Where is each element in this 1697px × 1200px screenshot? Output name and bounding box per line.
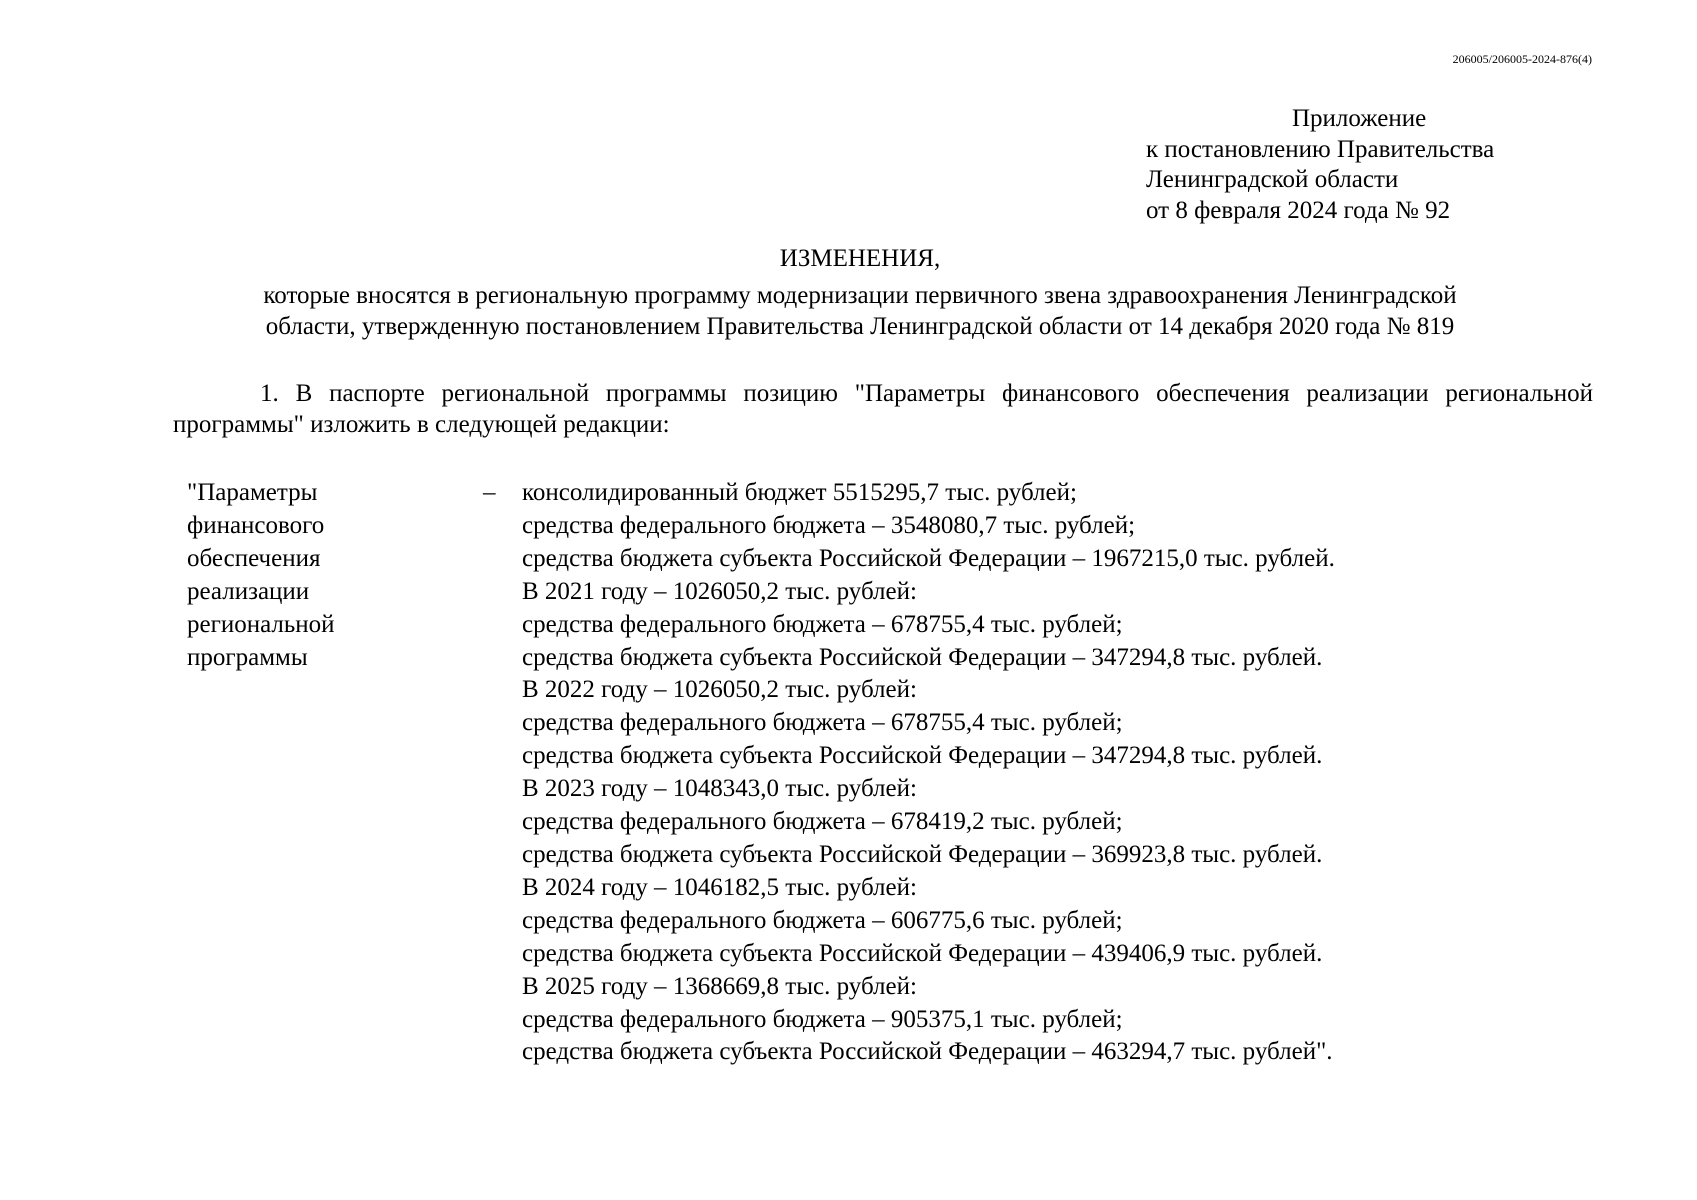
document-number: 206005/206005-2024-876(4)	[1452, 52, 1592, 66]
document-subtitle-line: которые вносятся в региональную программу модернизации первичного звена здравоохранения Ленинградской	[263, 282, 1457, 309]
document-title: ИЗМЕНЕНИЯ,	[779, 245, 941, 272]
annex-line: к постановлению Правительства	[1146, 135, 1495, 163]
params-dash: –	[483, 479, 496, 506]
annex-line: от 8 февраля 2024 года № 92	[1146, 196, 1451, 224]
params-label-line: реализации	[187, 577, 310, 605]
params-line: средства федерального бюджета – 678755,4 тыс. рублей;	[522, 709, 1123, 737]
params-line: средства бюджета субъекта Российской Федерации – 347294,8 тыс. рублей.	[522, 742, 1323, 770]
params-line: В 2022 году – 1026050,2 тыс. рублей:	[522, 676, 917, 704]
params-line: В 2021 году – 1026050,2 тыс. рублей:	[522, 577, 917, 605]
document-subtitle-line: области, утвержденную постановлением Правительства Ленинградской области от 14 декабря 2020 года № 819	[265, 313, 1455, 340]
params-line: В 2024 году – 1046182,5 тыс. рублей:	[522, 873, 917, 901]
annex-title: Приложение	[1292, 105, 1427, 132]
params-label-line: программы	[187, 643, 308, 671]
params-line: средства бюджета субъекта Российской Федерации – 347294,8 тыс. рублей.	[522, 643, 1323, 671]
params-line: средства бюджета субъекта Российской Федерации – 1967215,0 тыс. рублей.	[522, 544, 1335, 572]
params-label-line: "Параметры	[187, 479, 318, 506]
params-line: В 2025 году – 1368669,8 тыс. рублей:	[522, 972, 917, 1000]
params-label	[187, 477, 437, 674]
params-line: средства бюджета субъекта Российской Федерации – 369923,8 тыс. рублей.	[522, 840, 1323, 868]
params-line: консолидированный бюджет 5515295,7 тыс. рублей;	[522, 479, 1077, 506]
annex-block	[1146, 104, 1494, 226]
params-line: средства бюджета субъекта Российской Федерации – 463294,7 тыс. рублей".	[522, 1038, 1333, 1066]
params-line: средства бюджета субъекта Российской Федерации – 439406,9 тыс. рублей.	[522, 939, 1323, 967]
params-line: средства федерального бюджета – 3548080,7 тыс. рублей;	[522, 511, 1136, 539]
params-label-line: финансового	[187, 511, 325, 539]
params-label-line: обеспечения	[187, 544, 321, 572]
params-line: средства федерального бюджета – 606775,6 тыс. рублей;	[522, 906, 1123, 934]
params-line: средства федерального бюджета – 905375,1 тыс. рублей;	[522, 1005, 1123, 1033]
paragraph-1: 1. В паспорте региональной программы позицию "Параметры финансового обеспечения реализации региональной программы" изложить в следующей редакции:	[173, 380, 1593, 438]
params-line: В 2023 году – 1048343,0 тыс. рублей:	[522, 775, 917, 803]
params-label-line: региональной	[187, 610, 335, 638]
params-line: средства федерального бюджета – 678755,4 тыс. рублей;	[522, 610, 1123, 638]
params-values	[522, 477, 1335, 1069]
params-line: средства федерального бюджета – 678419,2 тыс. рублей;	[522, 808, 1123, 836]
annex-line: Ленинградской области	[1146, 166, 1399, 193]
